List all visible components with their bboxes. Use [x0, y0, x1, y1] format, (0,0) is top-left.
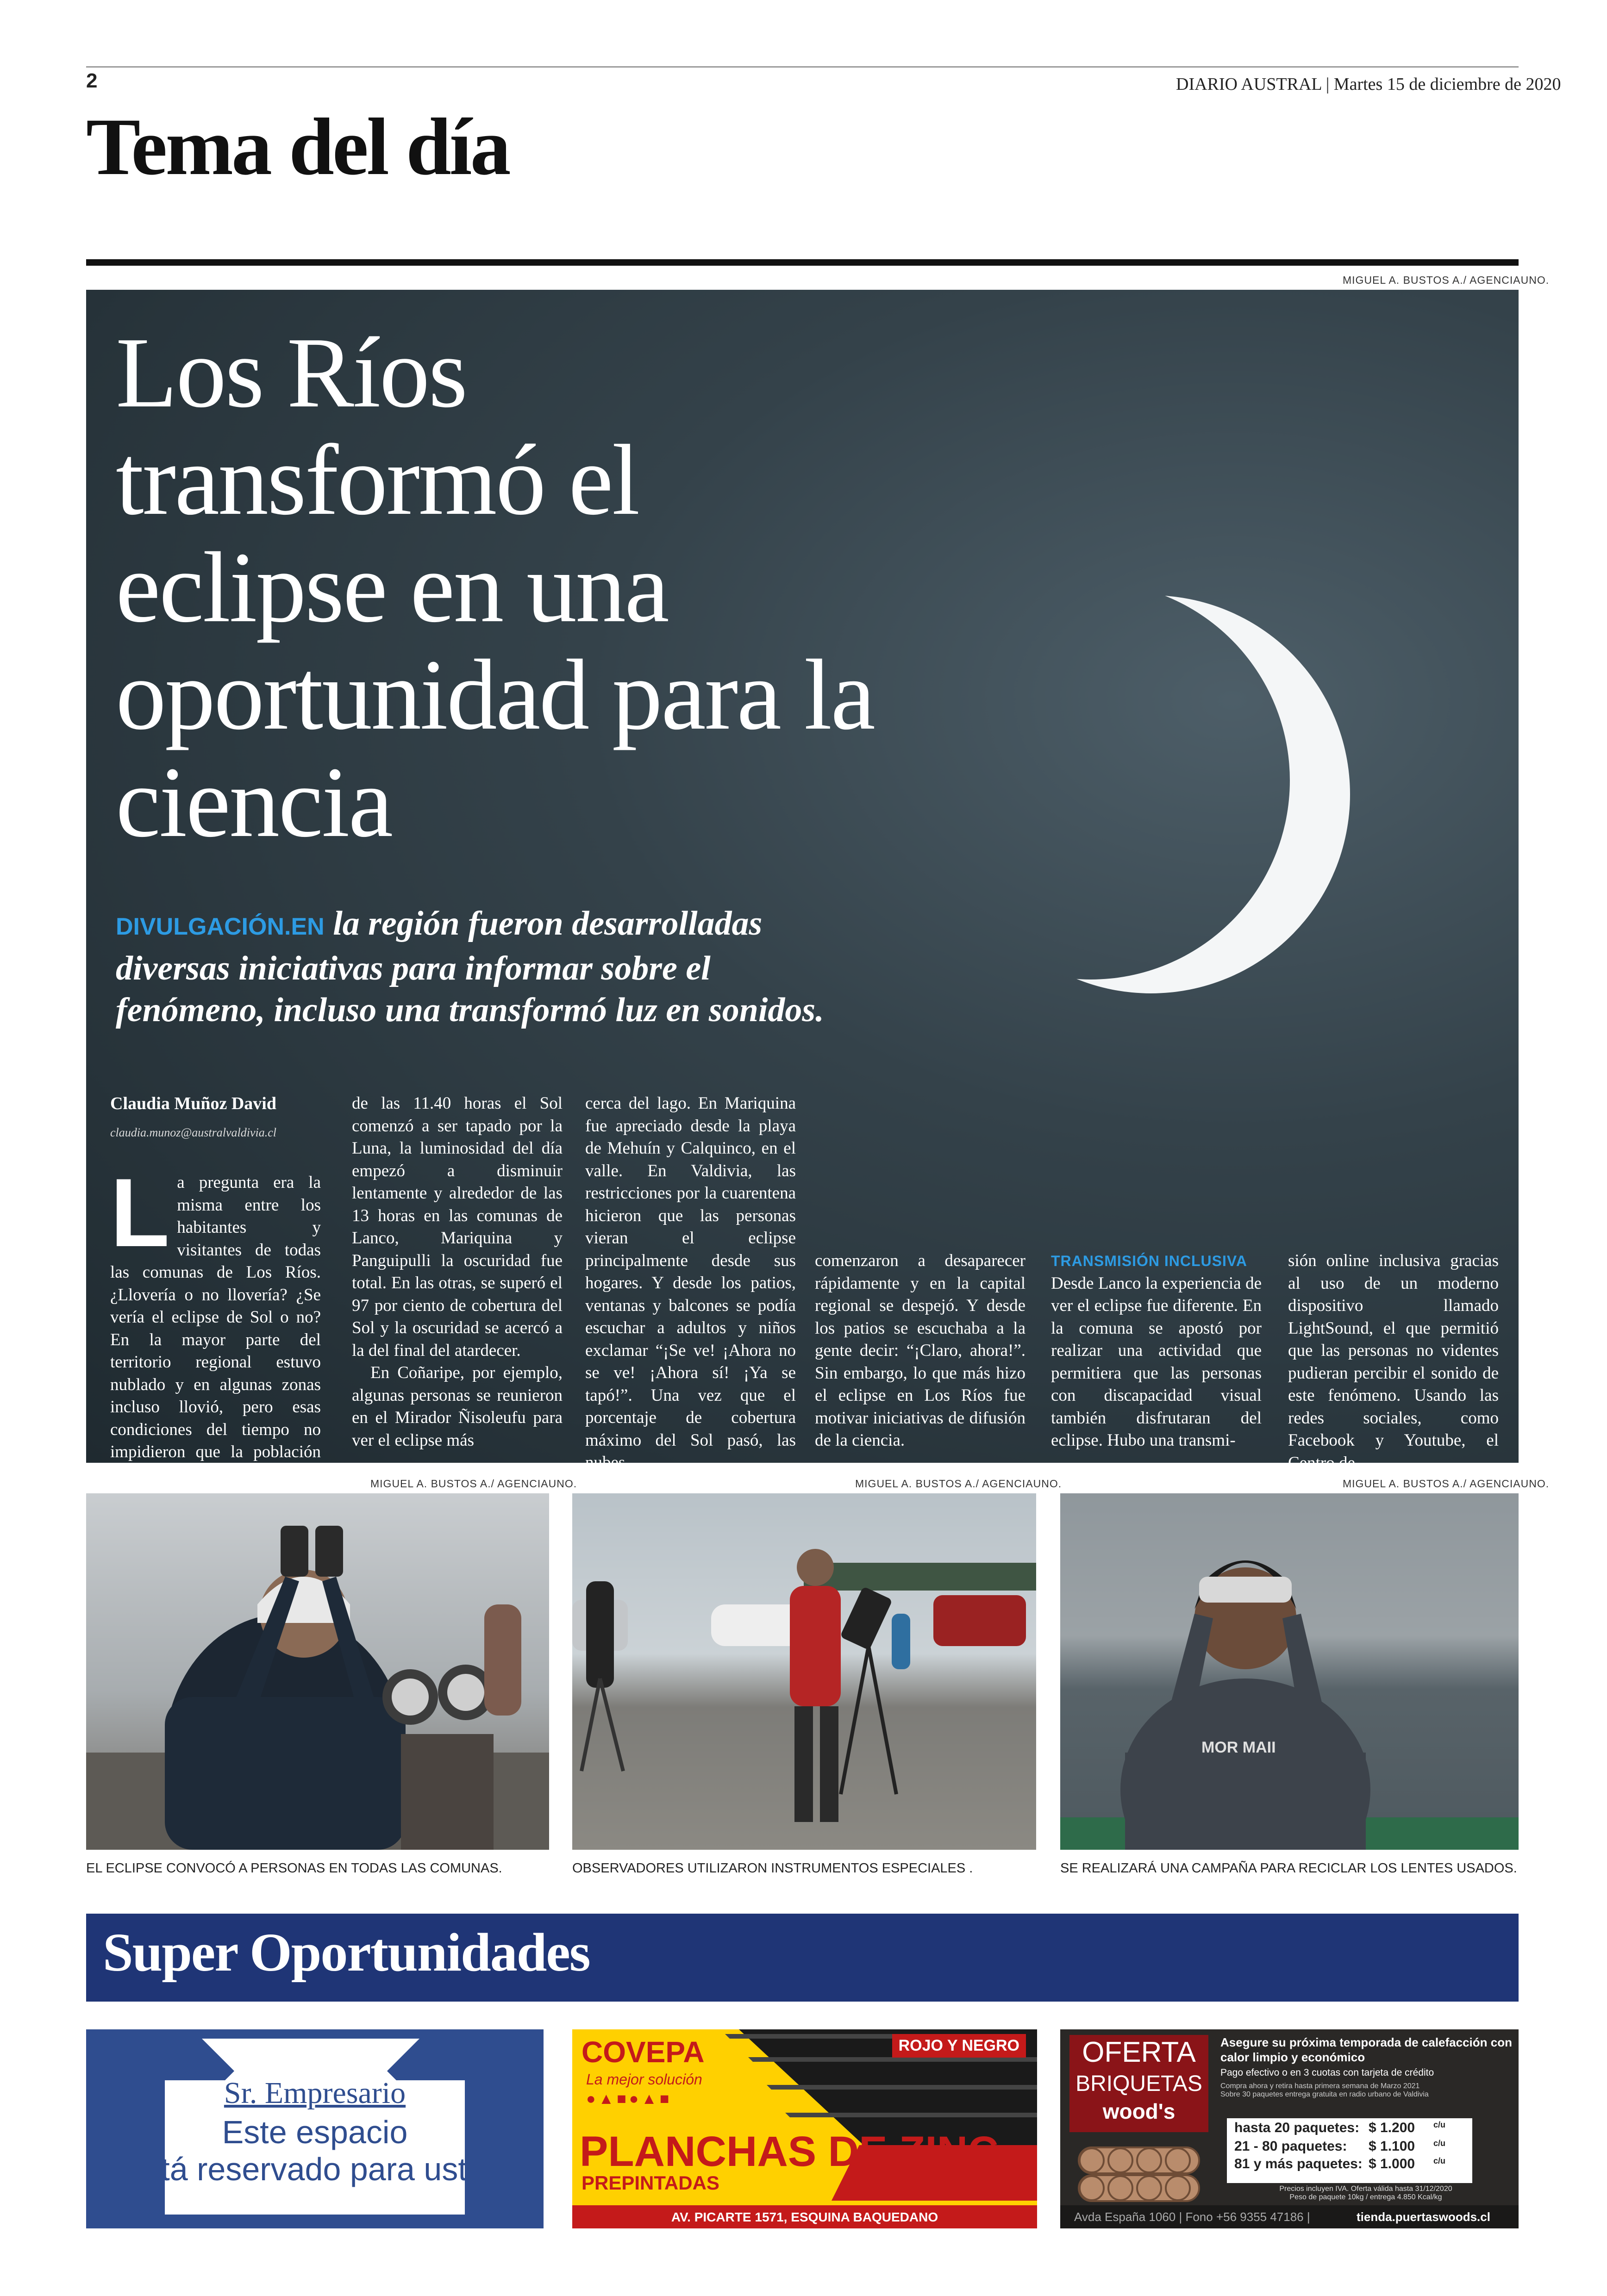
- article-column-5: [1051, 1250, 1262, 1452]
- briquetas-label: BRIQUETAS: [1076, 2071, 1202, 2096]
- woods-note-3: Precios incluyen IVA. Oferta válida hasta 31/12/2020: [1279, 2185, 1452, 2193]
- girl-eclipse-glasses-image: [1060, 1493, 1519, 1850]
- top-rule: [86, 66, 1519, 68]
- price-value: $ 1.000: [1369, 2156, 1415, 2171]
- subhead-transmision: TRANSMISIÓN INCLUSIVA: [1051, 1253, 1247, 1269]
- briquette-logs-graphic: [1065, 2134, 1218, 2208]
- covepa-subtitle: PREPINTADAS: [582, 2172, 719, 2194]
- price-value: $ 1.100: [1369, 2139, 1415, 2154]
- covepa-address: AV. PICARTE 1571, ESQUINA BAQUEDANO: [671, 2210, 938, 2224]
- ad-reserved-space[interactable]: [86, 2029, 544, 2228]
- photo-1-caption: EL ECLIPSE CONVOCÓ A PERSONAS EN TODAS LAS COMUNAS.: [86, 1861, 502, 1876]
- masthead: DIARIO AUSTRAL | Martes 15 de diciembre de 2020: [1176, 75, 1561, 94]
- price-qty: 21 - 80 paquetes:: [1234, 2139, 1347, 2154]
- covepa-badge: ROJO Y NEGRO: [892, 2034, 1026, 2058]
- photo-credit: MIGUEL A. BUSTOS A./ AGENCIAUNO.: [1343, 274, 1550, 286]
- column-2-paragraph-2: En Coñaripe, por ejemplo, algunas personas se reunieron en el Mirador Ñisoleufu para ver el eclipse más: [352, 1363, 563, 1450]
- woods-note-2: Sobre 30 paquetes entrega gratuita en radio urbano de Valdivia: [1220, 2090, 1429, 2098]
- ad1-line-1: Sr. Empresario: [224, 2076, 406, 2110]
- price-unit: c/u: [1433, 2120, 1446, 2129]
- price-value: $ 1.200: [1369, 2120, 1415, 2135]
- woods-footer: [1060, 2205, 1519, 2228]
- price-table: [1227, 2118, 1472, 2183]
- page-number: 2: [86, 69, 98, 92]
- price-row: [1227, 2138, 1472, 2155]
- observers-telescopes-image: [572, 1493, 1036, 1850]
- covepa-title: PLANCHAS DE ZINC: [580, 2128, 999, 2175]
- ads-band-title: Super Oportunidades: [103, 1922, 590, 1983]
- photo-3-caption: SE REALIZARÁ UNA CAMPAÑA PARA RECICLAR LOS LENTES USADOS.: [1060, 1861, 1517, 1876]
- woods-payment: Pago efectivo o en 3 cuotas con tarjeta de crédito: [1220, 2067, 1434, 2078]
- column-1-text: a pregunta era la misma entre los habitantes y visitantes de todas las comunas de Los Ríos. ¿Llovería o no llovería? ¿Se vería el eclipse de Sol o no? En la mayor parte del territorio regional estuvo nublado y en algunas zonas incluso llovió, pero esas condiciones del tiempo no impidieron que la población pudiera percibir los cambios.: [110, 1173, 321, 1484]
- article-column-1: [110, 1092, 321, 1509]
- price-row: [1227, 2118, 1472, 2138]
- price-unit: c/u: [1433, 2139, 1446, 2148]
- sweatshirt-text: MOR MAII: [1201, 1739, 1276, 1756]
- article-column-6: sión online inclusiva gracias al uso de un moderno dispositivo llamado LightSound, el que permitió que las personas no videntes pudieran percibir el sonido de este fenómeno. Usando las redes sociales, como Facebook y Youtube, el Centro de: [1288, 1251, 1499, 1472]
- photo-3: [1060, 1493, 1519, 1850]
- photo-2-caption: OBSERVADORES UTILIZARON INSTRUMENTOS ESPECIALES .: [572, 1861, 973, 1876]
- photo-2: [572, 1493, 1036, 1850]
- ad1-line-3: está reservado para usted: [126, 2151, 503, 2187]
- column-5-text: Desde Lanco la experiencia de ver el eclipse fue diferente. En la comuna se apostó por realizar una actividad que permitiera que las personas con discapacidad visual también disfrutaran del eclipse. Hubo una transmi-: [1051, 1273, 1262, 1450]
- column-2-paragraph-1: de las 11.40 horas el Sol comenzó a ser tapado por la Luna, la luminosidad del día empezó a disminuir lentamente y alrededor de las 13 horas en las comunas de Lanco, Mariquina y Panguipulli la oscuridad fue total. En las otras, se superó el 97 por ciento de cobertura del Sol y la oscuridad se acercó a la del final del atardecer.: [352, 1094, 563, 1360]
- woods-logo: wood's: [1102, 2099, 1176, 2123]
- price-unit: c/u: [1433, 2156, 1446, 2165]
- covepa-tagline: La mejor solución: [586, 2071, 702, 2088]
- woods-headline: Asegure su próxima temporada de calefacción con calor limpio y económico: [1220, 2035, 1512, 2064]
- ad1-line-2: Este espacio: [222, 2114, 408, 2150]
- article-deck: [116, 903, 857, 1031]
- photo-1-credit: MIGUEL A. BUSTOS A./ AGENCIAUNO.: [370, 1478, 577, 1490]
- photo-3-credit: MIGUEL A. BUSTOS A./ AGENCIAUNO.: [1343, 1478, 1550, 1490]
- woods-note-4: Peso de paquete 10kg / entrega 4.850 Kcal/kg: [1289, 2193, 1442, 2201]
- photo-1: [86, 1493, 549, 1850]
- covepa-logo: COVEPA: [582, 2035, 705, 2069]
- ad-woods-briquetas[interactable]: [1060, 2029, 1519, 2228]
- section-title: Tema del día: [86, 102, 509, 192]
- price-qty: 81 y más paquetes:: [1234, 2156, 1363, 2171]
- author-email: claudia.munoz@australvaldivia.cl: [110, 1125, 276, 1139]
- drop-cap: L: [110, 1158, 170, 1267]
- covepa-icons: ●▲■●▲■: [586, 2090, 672, 2108]
- ad-covepa[interactable]: [572, 2029, 1037, 2228]
- deck-kicker: DIVULGACIÓN.EN: [116, 913, 325, 940]
- woods-contact: Avda España 1060 | Fono +56 9355 47186 |: [1074, 2210, 1310, 2224]
- oferta-label: OFERTA: [1082, 2036, 1196, 2068]
- woods-note-1: Compra ahora y retira hasta primera semana de Marzo 2021: [1220, 2082, 1420, 2090]
- author-name: Claudia Muñoz David: [110, 1094, 276, 1113]
- article-column-4: comenzaron a desaparecer rápidamente y en la capital regional se despejó. Y desde los patios se escuchaba a la gente decir: “¡Claro, ahora!”. Sin embargo, lo que más hizo el eclipse en Los Ríos fue motivar iniciativas de difusión de la ciencia.: [815, 1251, 1025, 1450]
- headline: Los Ríos transformó el eclipse en una oportunidad para la ciencia: [116, 317, 874, 858]
- deck-text: la región fueron desarrolladas diversas iniciativas para informar sobre el fenómeno, incluso una transformó luz en sonidos.: [116, 905, 824, 1029]
- price-row: [1227, 2155, 1472, 2173]
- section-rule: [86, 259, 1519, 266]
- article-column-2: [352, 1092, 563, 1452]
- person-binoculars-image: [86, 1493, 549, 1850]
- article-column-3: cerca del lago. En Mariquina fue apreciado desde la playa de Mehuín y Calquinco, en el valle. En Valdivia, las restricciones por la cuarentena hicieron que las personas vieran el eclipse principalmente desde sus hogares. Y desde los patios, ventanas y balcones se podía escuchar a adultos y niños exclamar “¡Se ve! ¡Ahora no se ve! ¡Ahora sí! ¡Ya se tapó!”. Una vez que el porcentaje de cobertura máximo del Sol pasó, las nubes: [585, 1094, 796, 1472]
- photo-2-credit: MIGUEL A. BUSTOS A./ AGENCIAUNO.: [855, 1478, 1062, 1490]
- woods-website-link[interactable]: tienda.puertaswoods.cl: [1357, 2210, 1490, 2224]
- price-qty: hasta 20 paquetes:: [1234, 2120, 1360, 2135]
